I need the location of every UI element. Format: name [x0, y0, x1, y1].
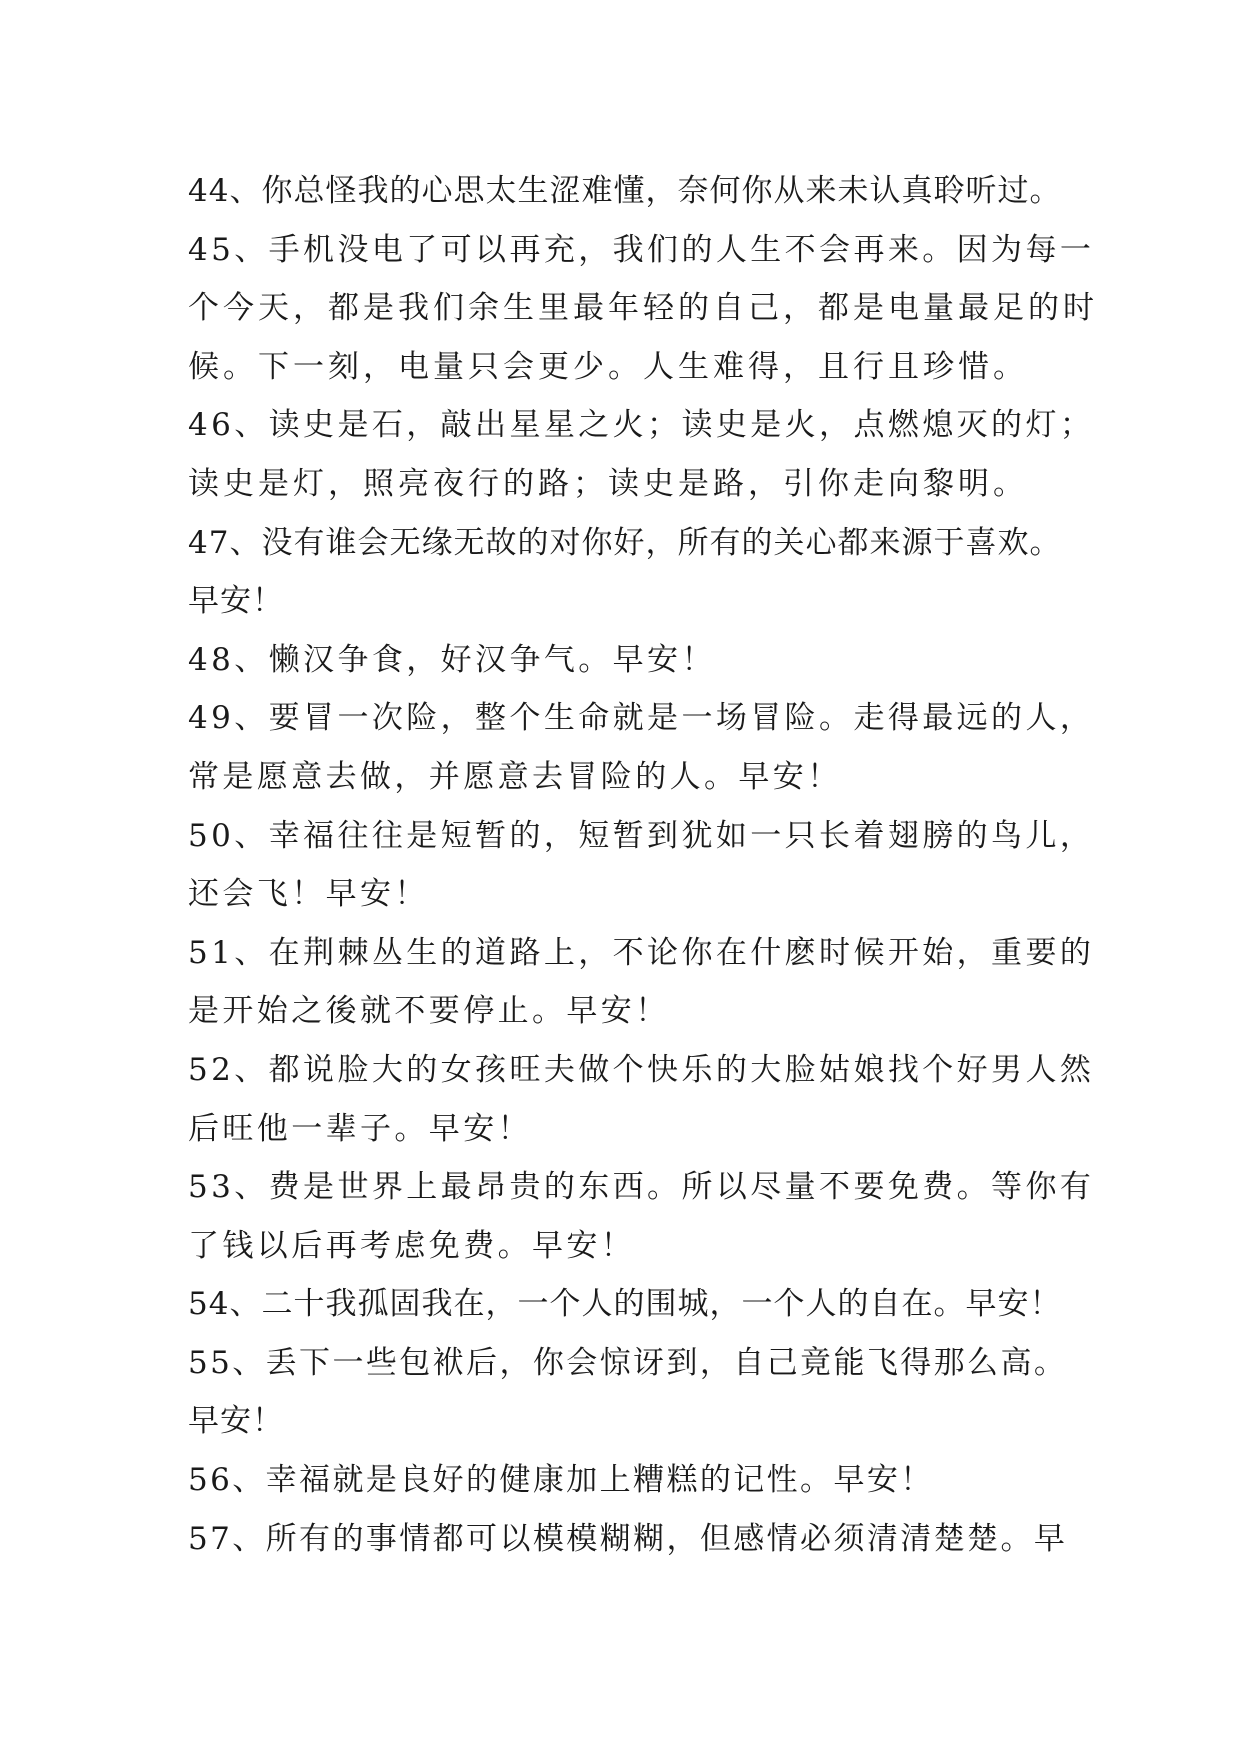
text-line: 了钱以后再考虑免费。早安！ — [188, 1227, 636, 1264]
text-line: 55、丢下一些包袱后，你会惊讶到，自己竟能飞得那么高。 — [188, 1344, 1068, 1381]
text-line: 46、读史是石，敲出星星之火；读史是火，点燃熄灭的灯； — [188, 407, 1095, 444]
text-line: 常是愿意去做，并愿意去冒险的人。早安！ — [188, 758, 842, 795]
text-line: 44、你总怪我的心思太生涩难懂，奈何你从来未认真聆听过。 — [188, 173, 1062, 209]
text-line: 读史是灯，照亮夜行的路；读史是路，引你走向黎明。 — [188, 465, 1028, 502]
text-line: 49、要冒一次险，整个生命就是一场冒险。走得最远的人， — [188, 700, 1095, 737]
text-line: 50、幸福往往是短暂的，短暂到犹如一只长着翅膀的鸟儿， — [188, 817, 1095, 854]
text-line: 54、二十我孤固我在，一个人的围城，一个人的自在。早安！ — [188, 1286, 1062, 1323]
text-line: 是开始之後就不要停止。早安！ — [188, 993, 670, 1030]
text-line: 48、懒汉争食，好汉争气。早安！ — [188, 641, 716, 678]
text-line: 早安！ — [188, 1403, 284, 1440]
text-line: 45、手机没电了可以再充，我们的人生不会再来。因为每一 — [188, 231, 1095, 268]
text-line: 53、费是世界上最昂贵的东西。所以尽量不要免费。等你有 — [188, 1169, 1095, 1206]
text-line: 还会飞！早安！ — [188, 876, 429, 913]
text-line: 候。下一刻，电量只会更少。人生难得，且行且珍惜。 — [188, 348, 1028, 385]
text-line: 51、在荆棘丛生的道路上，不论你在什麽时候开始，重要的 — [188, 934, 1095, 971]
text-line: 57、所有的事情都可以模模糊糊，但感情必须清清楚楚。早 — [188, 1520, 1068, 1557]
text-line: 个今天，都是我们余生里最年轻的自己，都是电量最足的时 — [188, 290, 1098, 327]
document-body — [188, 162, 1098, 1568]
text-line: 后旺他一辈子。早安！ — [188, 1110, 532, 1147]
text-line: 47、没有谁会无缘无故的对你好，所有的关心都来源于喜欢。 — [188, 524, 1062, 561]
text-line: 56、幸福就是良好的健康加上糟糕的记性。早安！ — [188, 1462, 934, 1499]
text-line: 早安！ — [188, 583, 284, 620]
text-line: 52、都说脸大的女孩旺夫做个快乐的大脸姑娘找个好男人然 — [188, 1051, 1095, 1088]
